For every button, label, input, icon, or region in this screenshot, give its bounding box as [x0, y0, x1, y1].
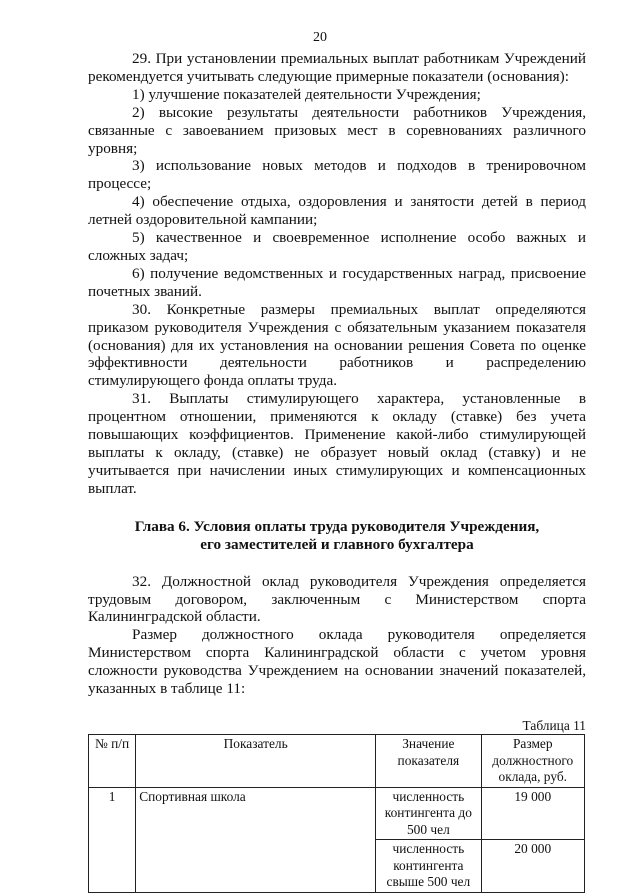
- paragraph-salary-size: Размер должностного оклада руководителя определяется Министерством спорта Калининградской области с учетом уровня сложности руководства Учреждением на основании значений показателей, указанных в таблице 11:: [88, 626, 586, 698]
- list-item-1: 1) улучшение показателей деятельности Учреждения;: [132, 85, 481, 103]
- paragraph-32: 32. Должностной оклад руководителя Учреждения определяется трудовым договором, заключенным с Министерством спорта Калининградской области.: [88, 572, 586, 626]
- row-value-1: численность контингента до 500 чел: [376, 787, 481, 840]
- list-item-2: 2) высокие результаты деятельности работников Учреждения, связанные с завоеванием призовых мест в соревнованиях различного уровня;: [88, 103, 586, 157]
- header-value: Значение показателя: [376, 735, 481, 788]
- chapter-heading-line-2: его заместителей и главного бухгалтера: [200, 535, 474, 553]
- table-caption: Таблица 11: [522, 718, 586, 733]
- row-salary-2: 20 000: [481, 840, 584, 893]
- page-number: 20: [313, 30, 327, 45]
- row-indicator: Спортивная школа: [136, 787, 376, 892]
- row-salary-1: 19 000: [481, 787, 584, 840]
- header-indicator: Показатель: [136, 735, 376, 788]
- row-value-2: численность контингента свыше 500 чел: [376, 840, 481, 893]
- list-item-4: 4) обеспечение отдыха, оздоровления и занятости детей в период летней оздоровительной кампании;: [88, 193, 586, 229]
- chapter-heading-line-1: Глава 6. Условия оплаты труда руководителя Учреждения,: [134, 517, 540, 535]
- header-salary: Размер должностного оклада, руб.: [481, 735, 584, 788]
- document-body: [88, 50, 586, 893]
- table-row: [89, 787, 585, 840]
- list-item-3: 3) использование новых методов и подходов в тренировочном процессе;: [88, 157, 586, 193]
- salary-table: [88, 734, 585, 893]
- chapter-heading: [88, 518, 586, 554]
- row-number: 1: [89, 787, 136, 892]
- paragraph-30: 30. Конкретные размеры премиальных выплат определяются приказом руководителя Учреждения с обязательным указанием показателя (основания) для их установления на основании решения Совета по оценке эффективности деятельности работников и распределению стимулирующего фонда оплаты труда.: [88, 300, 586, 390]
- paragraph-31: 31. Выплаты стимулирующего характера, установленные в процентном отношении, применяются к окладу (ставке) без учета повышающих коэффициентов. Применение какой-либо стимулирующей выплаты к окладу, (ставке) не образует новый оклад (ставку) и не учитывается при начислении иных стимулирующих и компенсационных выплат.: [88, 390, 586, 497]
- table-header-row: [89, 735, 585, 788]
- header-number: № п/п: [89, 735, 136, 788]
- paragraph-29: 29. При установлении премиальных выплат работникам Учреждений рекомендуется учитывать следующие примерные показатели (основания):: [88, 50, 586, 85]
- list-item-6: 6) получение ведомственных и государственных наград, присвоение почетных званий.: [88, 264, 586, 300]
- list-item-5: 5) качественное и своевременное исполнение особо важных и сложных задач;: [88, 229, 586, 264]
